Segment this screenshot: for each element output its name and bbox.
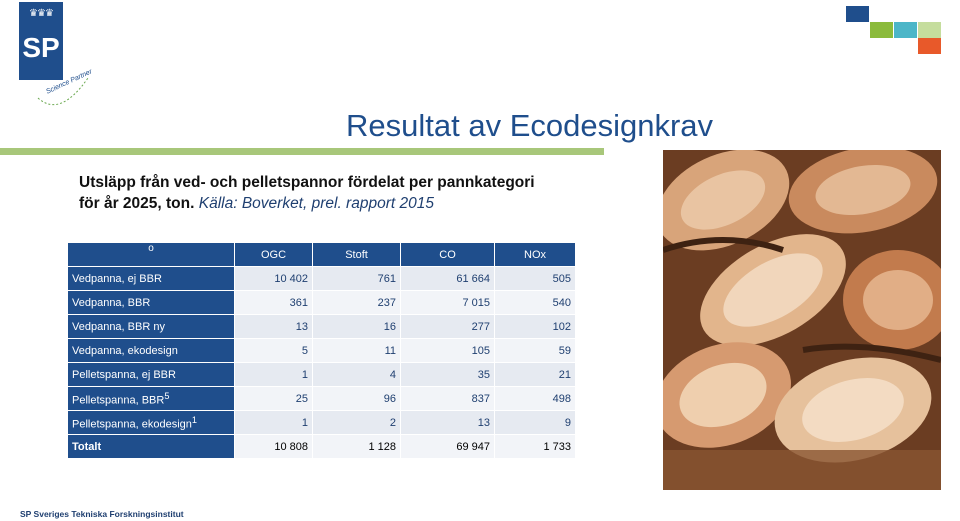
page-title: Resultat av Ecodesignkrav: [346, 108, 714, 143]
cell: 361: [235, 291, 312, 314]
cell: 13: [235, 315, 312, 338]
caption-source: Källa: Boverket, prel. rapport 2015: [194, 195, 434, 212]
footnote-marker: 5: [164, 390, 170, 401]
table-row: [68, 387, 575, 410]
tagline-graphic: [30, 58, 100, 114]
cell: 837: [401, 387, 494, 410]
cell: 25: [235, 387, 312, 410]
cell: 505: [495, 267, 575, 290]
cell: 35: [401, 363, 494, 386]
table-row: [68, 267, 575, 290]
footnote-marker: 1: [191, 414, 197, 425]
cell: 10 808: [235, 435, 312, 458]
cell: 9: [495, 411, 575, 434]
row-label: Pelletspanna, BBR: [72, 394, 165, 407]
row-label: Vedpanna, BBR ny: [72, 320, 165, 333]
caption-main: Utsläpp från ved- och pelletspannor fördelat per pannkategori för år 2025, ton.: [79, 174, 535, 212]
cell: 69 947: [401, 435, 494, 458]
cell: 59: [495, 339, 575, 362]
row-label: Vedpanna, ej BBR: [72, 272, 162, 285]
cell: 96: [313, 387, 400, 410]
title-divider: [0, 148, 604, 155]
row-label: Totalt: [72, 440, 102, 453]
cell: 237: [313, 291, 400, 314]
row-label: Vedpanna, ekodesign: [72, 344, 178, 357]
cell: 1: [235, 363, 312, 386]
cell: 2: [313, 411, 400, 434]
column-header-ogc: OGC: [235, 243, 312, 266]
cell: 16: [313, 315, 400, 338]
column-header-stoft: Stoft: [313, 243, 400, 266]
table-caption: [79, 172, 549, 214]
cell: 1: [235, 411, 312, 434]
cell: 102: [495, 315, 575, 338]
table-row: [68, 411, 575, 434]
cell: 21: [495, 363, 575, 386]
cell: 5: [235, 339, 312, 362]
svg-text:Science Partner: Science Partner: [45, 68, 94, 96]
emissions-table: [67, 242, 576, 459]
table-row: [68, 339, 575, 362]
table-row: [68, 291, 575, 314]
footer-text: SP Sveriges Tekniska Forskningsinstitut: [20, 509, 184, 519]
firewood-photo: [663, 150, 941, 490]
cell: 1 733: [495, 435, 575, 458]
cell: 13: [401, 411, 494, 434]
corner-cell: o: [68, 243, 234, 266]
table-row-total: [68, 435, 575, 458]
table-row: [68, 315, 575, 338]
cell: 761: [313, 267, 400, 290]
row-label: Pelletspanna, ekodesign: [72, 418, 192, 431]
row-label: Vedpanna, BBR: [72, 296, 151, 309]
column-header-co: CO: [401, 243, 494, 266]
cell: 11: [313, 339, 400, 362]
three-crowns-icon: ♛♛♛: [29, 8, 53, 19]
cell: 7 015: [401, 291, 494, 314]
cell: 498: [495, 387, 575, 410]
cell: 10 402: [235, 267, 312, 290]
cell: 1 128: [313, 435, 400, 458]
cell: 105: [401, 339, 494, 362]
column-header-nox: NOx: [495, 243, 575, 266]
cell: 61 664: [401, 267, 494, 290]
cell: 4: [313, 363, 400, 386]
table-row: [68, 363, 575, 386]
cell: 277: [401, 315, 494, 338]
decorative-squares: [846, 6, 960, 54]
row-label: Pelletspanna, ej BBR: [72, 368, 176, 381]
cell: 540: [495, 291, 575, 314]
logo-text: SP: [22, 32, 60, 63]
